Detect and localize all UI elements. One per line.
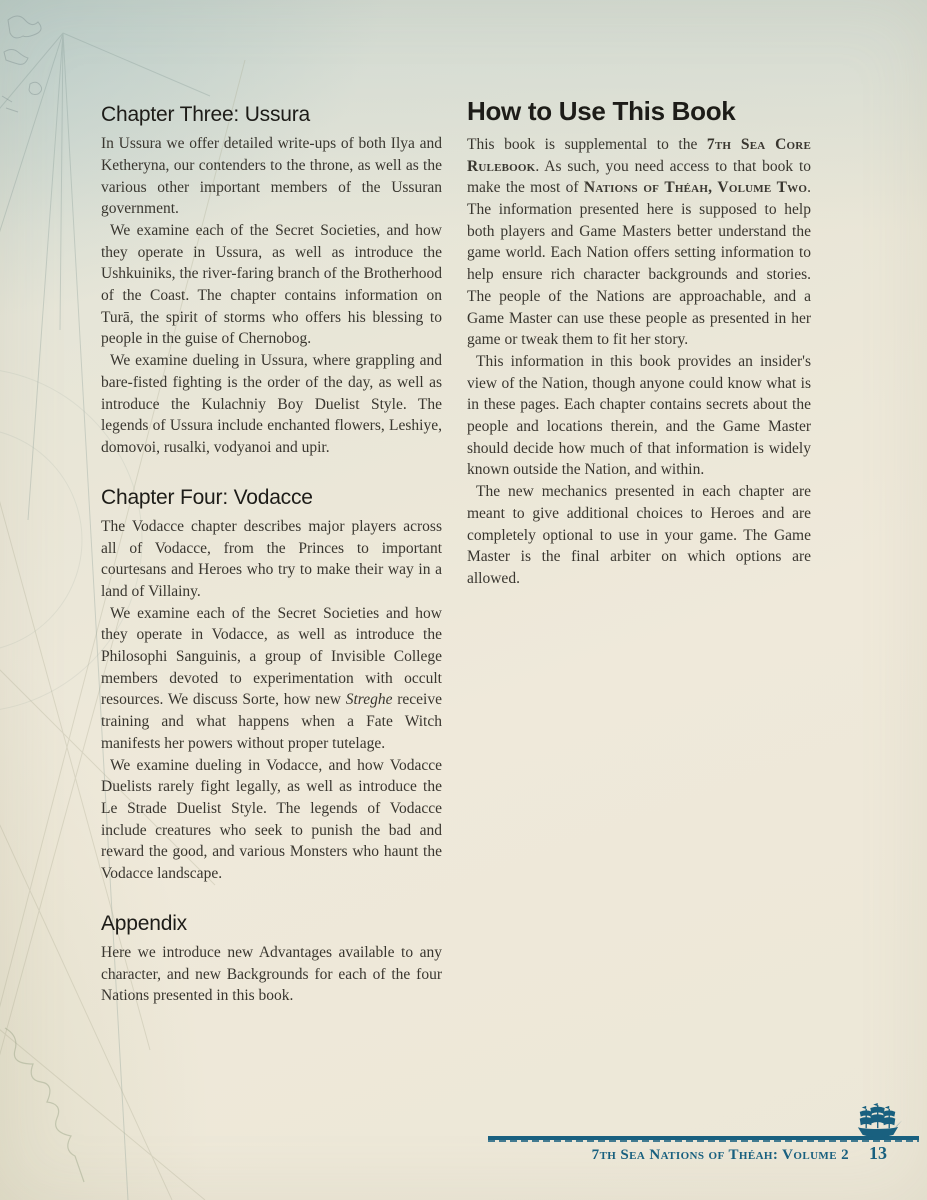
footer (592, 1143, 887, 1164)
heading-chapter-three: Chapter Three: Ussura (101, 103, 311, 126)
text-segment: This book is supplemental to the (467, 135, 707, 153)
paragraph (467, 481, 811, 590)
left-column (101, 103, 442, 1007)
text-segment: We examine dueling in Ussura, where grappling and bare-fisted fighting is the order of the day, as well as introduce the Kulachniy Boy Duelist Style. The legends of Ussura include enchanted flowers, Leshiye, domovoi, rusalki, vodyanoi and upir. (101, 352, 442, 456)
footer-book-title: 7th Sea Nations of Théah: Volume 2 (591, 1147, 849, 1163)
text-segment: We examine dueling in Vodacce, and how Vodacce Duelists rarely fight legally, as well as introduce the Le Strade Duelist Style. The legends of Vodacce include creatures who seek to punish the bad and reward the good, and various Monsters who haunt the Vodacce landscape. (101, 756, 442, 883)
text-segment-italic: Streghe (345, 691, 393, 709)
section-chapter-four (101, 486, 442, 885)
right-column (467, 97, 811, 590)
section-chapter-three (101, 103, 442, 459)
text-segment: Here we introduce new Advantages available to any character, and new Backgrounds for each of the four Nations presented in this book. (101, 943, 442, 1005)
paragraph (467, 351, 811, 481)
ship-icon (854, 1103, 902, 1138)
footer-page-number: 13 (869, 1143, 887, 1163)
paragraph (101, 133, 442, 220)
text-segment: receive training and what happens when a Fate Witch manifests her powers without proper tutelage. (101, 691, 442, 752)
section-how-to-use-this-book (467, 97, 811, 590)
text-segment: This information in this book provides an insider's view of the Nation, though anyone could know what is in these pages. Each chapter contains secrets about the people and locations therein, and the Game Master should decide how much of that information is widely known outside the Nation, and within. (467, 352, 811, 479)
text-segment-smallcaps: Nations of Théah, Volume Two (583, 179, 808, 197)
text-segment-smallcaps: 7th Sea Core Rulebook (467, 135, 811, 175)
text-segment: . The information presented here is supposed to help both players and Game Masters better understand the game world. Each Nation offers setting information to help ensure rich character backgrounds and stories. The people of the Nations are approachable, and a Game Master can use these people as presented in her game or tweak them to fit her story. (467, 179, 811, 349)
heading-chapter-four: Chapter Four: Vodacce (101, 485, 313, 509)
text-segment: The new mechanics presented in each chapter are meant to give additional choices to Heroes and are completely optional to use in your game. The Game Master is the final arbiter on which options are allowed. (467, 483, 811, 587)
section-appendix (101, 912, 442, 1007)
paragraph (101, 603, 442, 755)
text-segment: The Vodacce chapter describes major players across all of Vodacce, from the Princes to important courtesans and Heroes who try to make their way in a land of Villainy. (101, 517, 442, 600)
heading-how-to-use-this-book: How to Use This Book (467, 96, 736, 126)
heading-appendix: Appendix (101, 911, 187, 935)
paragraph (101, 350, 442, 459)
paragraph (101, 220, 442, 350)
paragraph (467, 134, 811, 351)
paragraph (101, 755, 442, 885)
text-segment: We examine each of the Secret Societies and how they operate in Vodacce, as well as introduce the Philosophi Sanguinis, a group of Invisible College members devoted to experimentation with occult resources. We discuss Sorte, how new (101, 604, 442, 709)
text-segment: We examine each of the Secret Societies, and how they operate in Ussura, as well as introduce the Ushkuiniks, the river-faring branch of the Brotherhood of the Coast. The chapter contains information on Turā, the spirit of storms who offers his blessing to people in the guise of Chernobog. (101, 221, 442, 348)
paragraph (101, 516, 442, 603)
text-segment: . As such, you need access to that book to make the most of (467, 157, 811, 197)
paragraph (101, 942, 442, 1007)
text-segment: In Ussura we offer detailed write-ups of both Ilya and Ketheryna, our contenders to the throne, as well as the various other important members of the Ussuran government. (101, 135, 442, 218)
